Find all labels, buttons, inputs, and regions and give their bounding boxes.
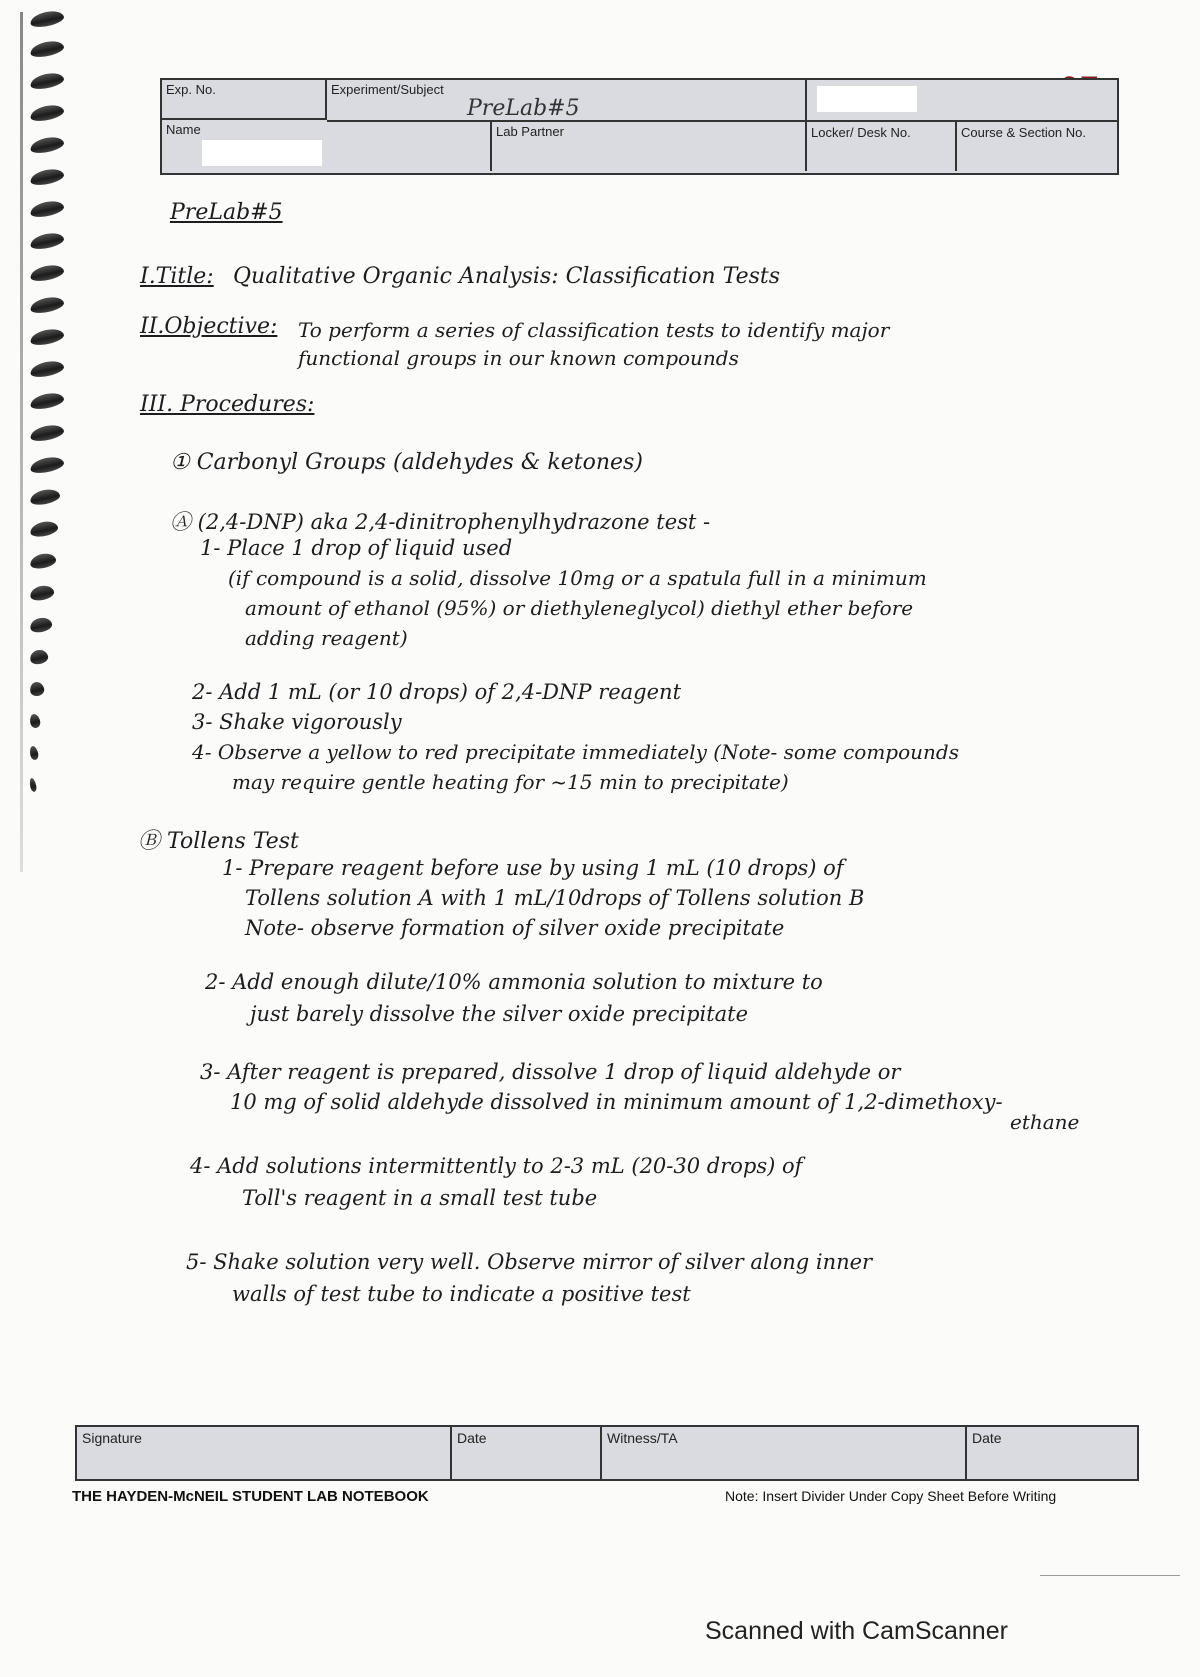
objective-line-1: To perform a series of classification tests to identify major	[298, 318, 890, 342]
header-form	[160, 78, 1119, 175]
b-step-2-line-2: just barely dissolve the silver oxide precipitate	[250, 1002, 749, 1026]
b-step-3-line-2: 10 mg of solid aldehyde dissolved in minimum amount of 1,2-dimethoxy-	[230, 1090, 1003, 1114]
a-step-1-line-4: adding reagent)	[245, 626, 408, 650]
b-step-1-line-2: Tollens solution A with 1 mL/10drops of Tollens solution B	[245, 886, 865, 910]
witness-label: Witness/TA	[607, 1430, 678, 1446]
title-text: Qualitative Organic Analysis: Classification Tests	[233, 264, 781, 289]
title-label: I.Title:	[140, 264, 214, 289]
procedures-label: III. Procedures:	[140, 392, 315, 417]
section-1-heading: ① Carbonyl Groups (aldehydes & ketones)	[170, 450, 643, 475]
exp-no-label: Exp. No.	[166, 82, 216, 97]
redaction	[202, 140, 322, 166]
b-step-1-line-3: Note- observe formation of silver oxide precipitate	[245, 916, 785, 940]
locker-label: Locker/ Desk No.	[811, 125, 911, 140]
footer-form	[75, 1425, 1139, 1481]
course-cell	[957, 122, 1117, 171]
b-step-3-line-1: 3- After reagent is prepared, dissolve 1 drop of liquid aldehyde or	[200, 1060, 901, 1084]
locker-cell	[807, 122, 957, 171]
name-cell	[162, 120, 492, 171]
section-b-heading: Ⓑ Tollens Test	[138, 829, 299, 854]
b-step-1-line-1: 1- Prepare reagent before use by using 1 mL (10 drops) of	[222, 856, 844, 880]
a-step-2: 2- Add 1 mL (or 10 drops) of 2,4-DNP reagent	[192, 680, 682, 704]
b-step-5-line-1: 5- Shake solution very well. Observe mirror of silver along inner	[186, 1250, 873, 1274]
objective-line-2: functional groups in our known compounds	[298, 346, 739, 370]
lab-partner-cell	[492, 122, 807, 171]
signature-cell	[77, 1427, 452, 1479]
witness-cell	[602, 1427, 967, 1479]
heading: PreLab#5	[170, 200, 283, 225]
experiment-value: PreLab#5	[467, 96, 580, 121]
section-a-heading: Ⓐ (2,4-DNP) aka 2,4-dinitrophenylhydrazone test -	[170, 510, 711, 534]
a-step-1-line-1: 1- Place 1 drop of liquid used	[200, 536, 513, 560]
b-step-3-line-3: ethane	[1010, 1110, 1080, 1134]
a-step-1-line-2: (if compound is a solid, dissolve 10mg or a spatula full in a minimum	[228, 566, 927, 590]
objective-label: II.Objective:	[140, 314, 278, 339]
a-step-1-line-3: amount of ethanol (95%) or diethyleneglycol) diethyl ether before	[245, 596, 914, 620]
b-step-4-line-2: Toll's reagent in a small test tube	[242, 1186, 598, 1210]
date-cell-1	[452, 1427, 602, 1479]
lab-partner-label: Lab Partner	[496, 124, 564, 139]
date-cell-2	[967, 1427, 1133, 1479]
name-label: Name	[166, 122, 201, 137]
blank-header-cell	[807, 80, 1117, 122]
date-label-1: Date	[457, 1430, 487, 1446]
a-step-4-line-1: 4- Observe a yellow to red precipitate immediately (Note- some compounds	[192, 740, 959, 764]
a-step-3: 3- Shake vigorously	[192, 710, 402, 734]
course-label: Course & Section No.	[961, 125, 1087, 140]
experiment-label: Experiment/Subject	[331, 82, 444, 97]
notebook-brand: THE HAYDEN-McNEIL STUDENT LAB NOTEBOOK	[72, 1488, 429, 1505]
a-step-4-line-2: may require gentle heating for ~15 min to precipitate)	[232, 770, 789, 794]
divider-line	[1040, 1575, 1180, 1576]
exp-no-cell	[162, 80, 327, 120]
date-label-2: Date	[972, 1430, 1002, 1446]
b-step-5-line-2: walls of test tube to indicate a positive test	[232, 1282, 691, 1306]
scanner-watermark: Scanned with CamScanner	[705, 1617, 1008, 1645]
experiment-cell	[327, 80, 807, 122]
redaction	[817, 86, 917, 112]
b-step-4-line-1: 4- Add solutions intermittently to 2-3 mL (20-30 drops) of	[190, 1154, 803, 1178]
b-step-2-line-1: 2- Add enough dilute/10% ammonia solution to mixture to	[205, 970, 823, 994]
signature-label: Signature	[82, 1430, 142, 1446]
footer-note: Note: Insert Divider Under Copy Sheet Before Writing	[725, 1488, 1057, 1504]
